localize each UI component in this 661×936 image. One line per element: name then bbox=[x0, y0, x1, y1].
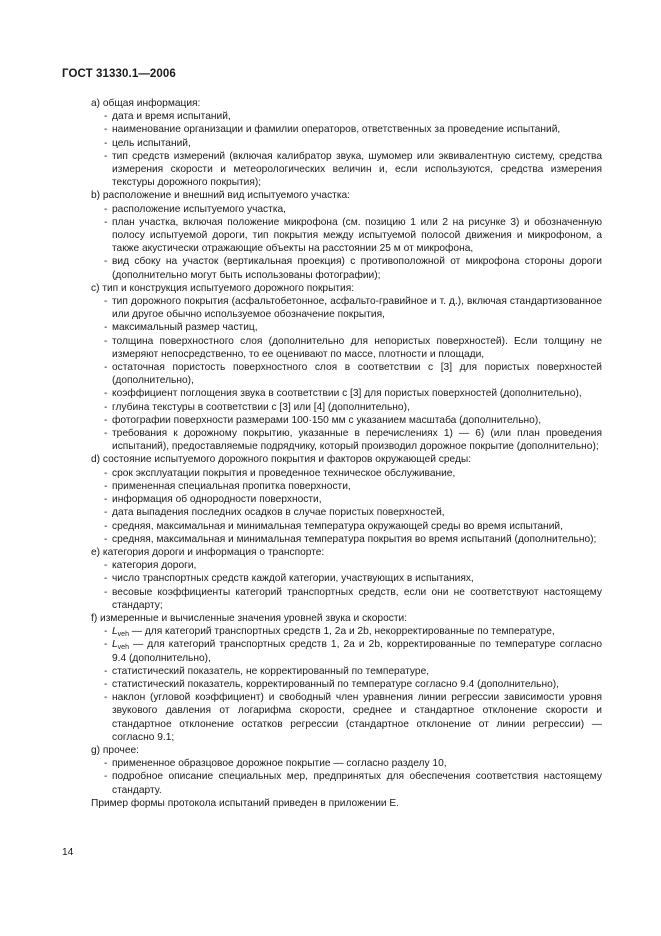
section-general-info bbox=[62, 97, 602, 189]
page-number: 14 bbox=[62, 847, 74, 858]
list-item: - примененное образцовое дорожное покрытие — согласно разделу 10, bbox=[104, 758, 447, 770]
list-item: - категория дороги, bbox=[104, 560, 197, 572]
list-item: - весовые коэффициенты категорий транспортных средств, если они не соответствуют настоящему стандарту; bbox=[104, 586, 602, 611]
list-item: - план участка, включая положение микрофона (см. позицию 1 или 2 на рисунке 3) и обозначенную полосу испытуемой дороги, тип покрытия между испытуемой полосой движения и микрофоном, а также акустически отражающие объекты на расстоянии 25 м от микрофона, bbox=[104, 216, 602, 255]
lveh-symbol: L bbox=[112, 639, 118, 651]
list-item: - фотографии поверхности размерами 100·150 мм с указанием масштаба (дополнительно), bbox=[104, 414, 542, 426]
section-surface-condition bbox=[62, 453, 602, 545]
list-item: - глубина текстуры в соответствии с [3] или [4] (дополнительно), bbox=[104, 401, 410, 413]
list-item: - толщина поверхностного слоя (дополнительно для непористых поверхностей). Если толщину не измеряют непосредственно, то ее оценивают по массе, плотности и площади, bbox=[104, 335, 602, 360]
list-item: - остаточная пористость поверхностного слоя в соответствии с [3] для пористых поверхностей (дополнительно), bbox=[104, 362, 602, 387]
closing-note: Пример формы протокола испытаний приведен в приложении Е. bbox=[91, 797, 400, 809]
section-title: a) общая информация: bbox=[91, 98, 201, 109]
list-item: - $L_{veh}$ — для категорий транспортных средств 1, 2a и 2b, корректированные по температуре согласно 9.4 (дополнительно), bbox=[104, 639, 602, 664]
section-surface-type bbox=[62, 282, 602, 454]
list-item: - средняя, максимальная и минимальная температура окружающей среды во время испытаний, bbox=[104, 520, 563, 532]
list-item: - цель испытаний, bbox=[104, 137, 191, 149]
list-item: - тип средств измерений (включая калибратор звука, шумомер или эквивалентную систему, средства измерения скорости и метеорологических величин и, если используются, средства измерения текстуры дорожного покрытия); bbox=[104, 150, 602, 189]
list-item: - информация об однородности поверхности, bbox=[104, 494, 322, 506]
list-item: - средняя, максимальная и минимальная температура покрытия во время испытаний (дополнительно); bbox=[104, 533, 597, 545]
list-item: - вид сбоку на участок (вертикальная проекция) с противоположной от микрофона стороны дороги (дополнительно могут быть использованы фотографии); bbox=[104, 256, 602, 281]
section-title: f) измеренные и вычисленные значения уровней звука и скорости: bbox=[91, 612, 408, 624]
section-title: c) тип и конструкция испытуемого дорожного покрытия: bbox=[91, 282, 355, 294]
list-item: - наклон (угловой коэффициент) и свободный член уравнения линии регрессии зависимости уровня звукового давления от логарифма скорости, среднее и стандартное отклонение скорости и стандартное отклонение остатков регрессии (стандартное отклонение от линии регрессии) — согласно 9.1; bbox=[104, 692, 602, 743]
section-road-category bbox=[62, 546, 602, 612]
list-item: - максимальный размер частиц, bbox=[104, 322, 258, 334]
list-item: - наименование организации и фамилии операторов, ответственных за проведение испытаний, bbox=[104, 124, 561, 136]
lveh-subscript: veh bbox=[117, 644, 129, 652]
list-item: - срок эксплуатации покрытия и проведенное техническое обслуживание, bbox=[104, 467, 456, 479]
section-other bbox=[62, 744, 602, 797]
document-header: ГОСТ 31330.1—2006 bbox=[62, 68, 176, 80]
section-measured-values bbox=[62, 612, 602, 744]
list-item: - дата и время испытаний, bbox=[104, 111, 231, 123]
list-item: - статистический показатель, корректированный по температуре согласно 9.4 (дополнительно), bbox=[104, 678, 559, 690]
section-title: b) расположение и внешний вид испытуемого участка: bbox=[91, 190, 350, 202]
list-item: - статистический показатель, не корректированный по температуре, bbox=[104, 665, 430, 677]
list-item: - требования к дорожному покрытию, указанные в перечислениях 1) — 6) (или план проведения испытаний), предоставляемые подрядчику, который производил дорожное покрытие (дополнительно); bbox=[104, 428, 602, 453]
lveh-subscript: veh bbox=[117, 631, 129, 639]
list-item: - тип дорожного покрытия (асфальтобетонное, асфальто-гравийное и т. д.), включая стандартизованное или другое обычно используемое обозначение покрытия, bbox=[104, 296, 602, 321]
list-item: - подробное описание специальных мер, предпринятых для обеспечения соответствия настоящему стандарту. bbox=[104, 771, 602, 796]
list-item: - коэффициент поглощения звука в соответствии с [3] для пористых поверхностей (дополнительно), bbox=[104, 388, 582, 400]
lveh-symbol: L bbox=[112, 626, 118, 638]
section-title: d) состояние испытуемого дорожного покрытия и факторов окружающей среды: bbox=[91, 454, 472, 466]
list-item: - число транспортных средств каждой категории, участвующих в испытаниях, bbox=[104, 573, 474, 585]
list-item: - примененная специальная пропитка поверхности, bbox=[104, 480, 351, 492]
section-title: g) прочее: bbox=[91, 744, 139, 756]
section-site-layout bbox=[62, 189, 602, 281]
list-item: - дата выпадения последних осадков в случае пористых поверхностей, bbox=[104, 507, 445, 519]
list-item: - $L_{veh}$ — для категорий транспортных средств 1, 2a и 2b, некорректированные по температуре, bbox=[104, 626, 555, 639]
list-item: - расположение испытуемого участка, bbox=[104, 203, 286, 215]
section-title: e) категория дороги и информация о транспорте: bbox=[91, 546, 325, 558]
report-requirements-list bbox=[62, 97, 602, 810]
